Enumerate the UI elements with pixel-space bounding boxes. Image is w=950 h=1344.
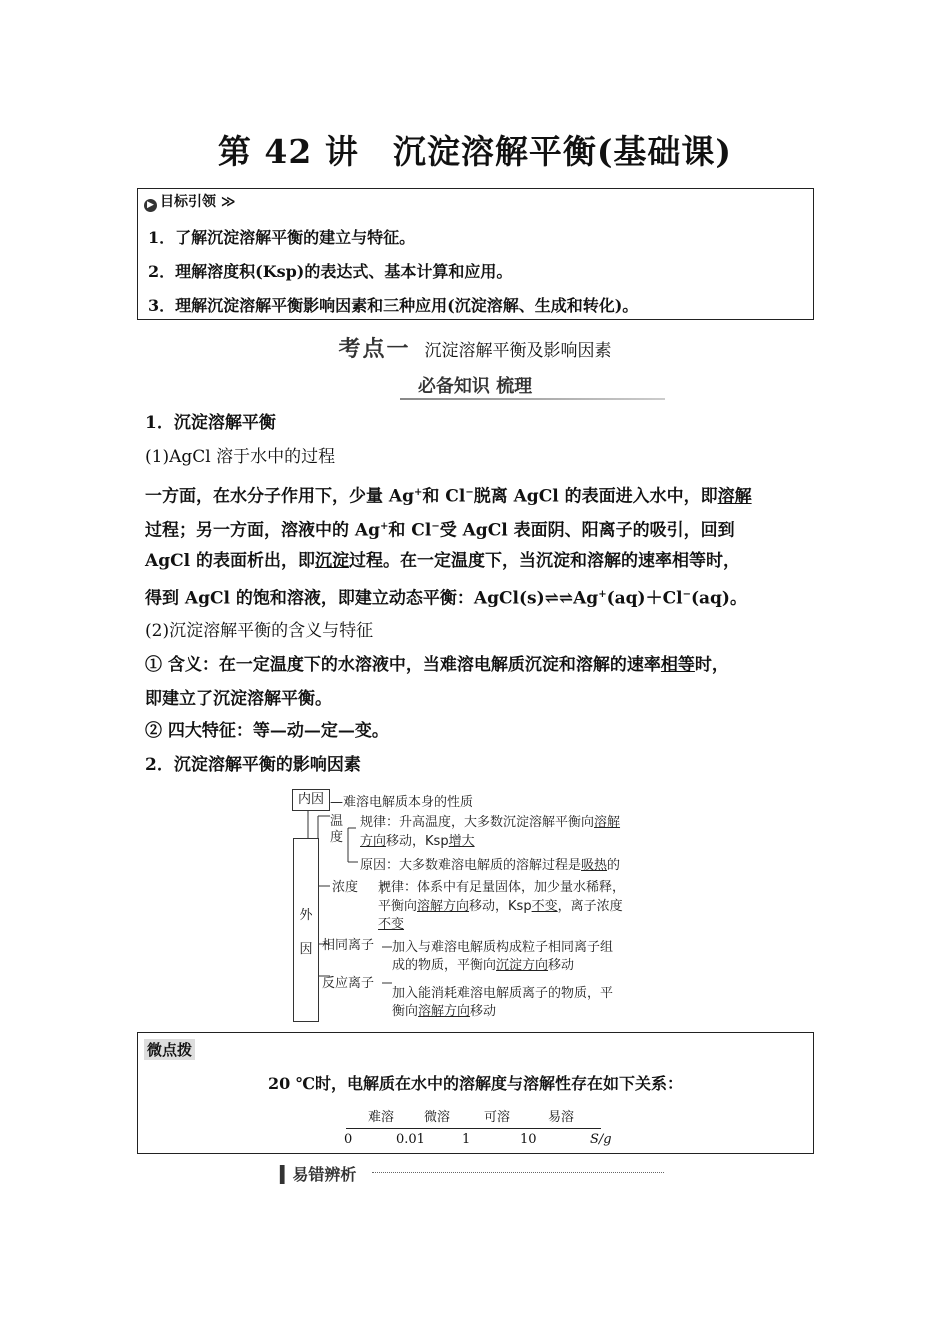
- concentration-label: 浓度: [332, 880, 359, 895]
- page-title: 第 42 讲 沉淀溶解平衡(基础课): [217, 132, 733, 171]
- subsection-band: 必备知识 梳理: [400, 370, 670, 400]
- paragraph-line: ② 四大特征：等—动—定—变。: [145, 721, 389, 741]
- paragraph-line: 得到 AgCl 的饱和溶液，即建立动态平衡：AgCl(s)⇌⇌Ag+(aq)＋Cl−(aq)。: [145, 588, 747, 609]
- same-ion-label: 相同离子: [322, 938, 375, 953]
- goal-item: 3．理解沉淀溶解平衡影响因素和三种应用(沉淀溶解、生成和转化)。: [148, 296, 639, 315]
- heading-1a: (1)AgCl 溶于水中的过程: [145, 447, 336, 467]
- reaction-ion-label: 反应离子: [322, 976, 375, 991]
- scale-axis: [346, 1128, 601, 1129]
- tip-line: 20 ℃时，电解质在水中的溶解度与溶解性存在如下关系：: [267, 1074, 683, 1093]
- temperature-rule: 规律：升高温度，大多数沉淀溶解平衡向溶解: [360, 815, 621, 830]
- section-heading: 考点一 沉淀溶解平衡及影响因素: [338, 337, 612, 362]
- paragraph-line: 即建立了沉淀溶解平衡。: [145, 689, 332, 709]
- outer-factor-box: 外因: [293, 838, 319, 1022]
- paragraph-line: ① 含义：在一定温度下的水溶液中，当难溶电解质沉淀和溶解的速率相等时，: [145, 655, 729, 675]
- goal-item: 2．理解溶度积(Ksp)的表达式、基本计算和应用。: [148, 262, 513, 281]
- heading-1: 1．沉淀溶解平衡: [145, 413, 276, 433]
- goals-box: [137, 188, 814, 320]
- factors-diagram: 内因 —难溶电解质本身的性质 外因 温 度 规律：升高温度，大多数沉淀溶解平衡向溶解 方向移动，Ksp增大 原因：大多数难溶电解质的溶解过程是吸热的 浓度 规律：体系中有足量固体，加少量水稀释， 平衡向溶解方向移动，Ksp不变，离子浓度 不变 相同离子 加入与难溶电解质构成粒子相同离子组 成的物质，平衡向沉淀方向移动 反应离子 加入能消耗难溶电解质离子的物质，平 衡向溶解方向移动: [290, 786, 660, 1024]
- temperature-reason: 原因：大多数难溶电解质的溶解过程是吸热的: [360, 858, 621, 873]
- heading-2: 2．沉淀溶解平衡的影响因素: [145, 755, 361, 775]
- goals-tag: ▶ 目标引领 ≫: [144, 191, 236, 212]
- solubility-scale: 难溶 微溶 可溶 易溶 0 0.01 1 10 S/g: [344, 1110, 612, 1147]
- footer-divider: [372, 1172, 664, 1173]
- paragraph-line: AgCl 的表面析出，即沉淀过程。在一定温度下，当沉淀和溶解的速率相等时，: [145, 551, 740, 571]
- tip-box: [137, 1032, 814, 1154]
- footer-tag: ▍易错辨析: [280, 1165, 357, 1184]
- goal-item: 1．了解沉淀溶解平衡的建立与特征。: [148, 228, 416, 247]
- paragraph-line: 过程；另一方面，溶液中的 Ag+和 Cl−受 AgCl 表面阴、阳离子的吸引，回到: [145, 520, 735, 541]
- heading-1b: (2)沉淀溶解平衡的含义与特征: [145, 621, 374, 641]
- play-icon: ▶: [144, 199, 157, 212]
- tip-tag: 微点拨: [144, 1039, 195, 1060]
- paragraph-line: 一方面，在水分子作用下，少量 Ag+和 Cl−脱离 AgCl 的表面进入水中，即溶解: [145, 486, 752, 507]
- inner-factor-box: 内因: [292, 789, 330, 811]
- inner-factor-text: —难溶电解质本身的性质: [330, 795, 474, 810]
